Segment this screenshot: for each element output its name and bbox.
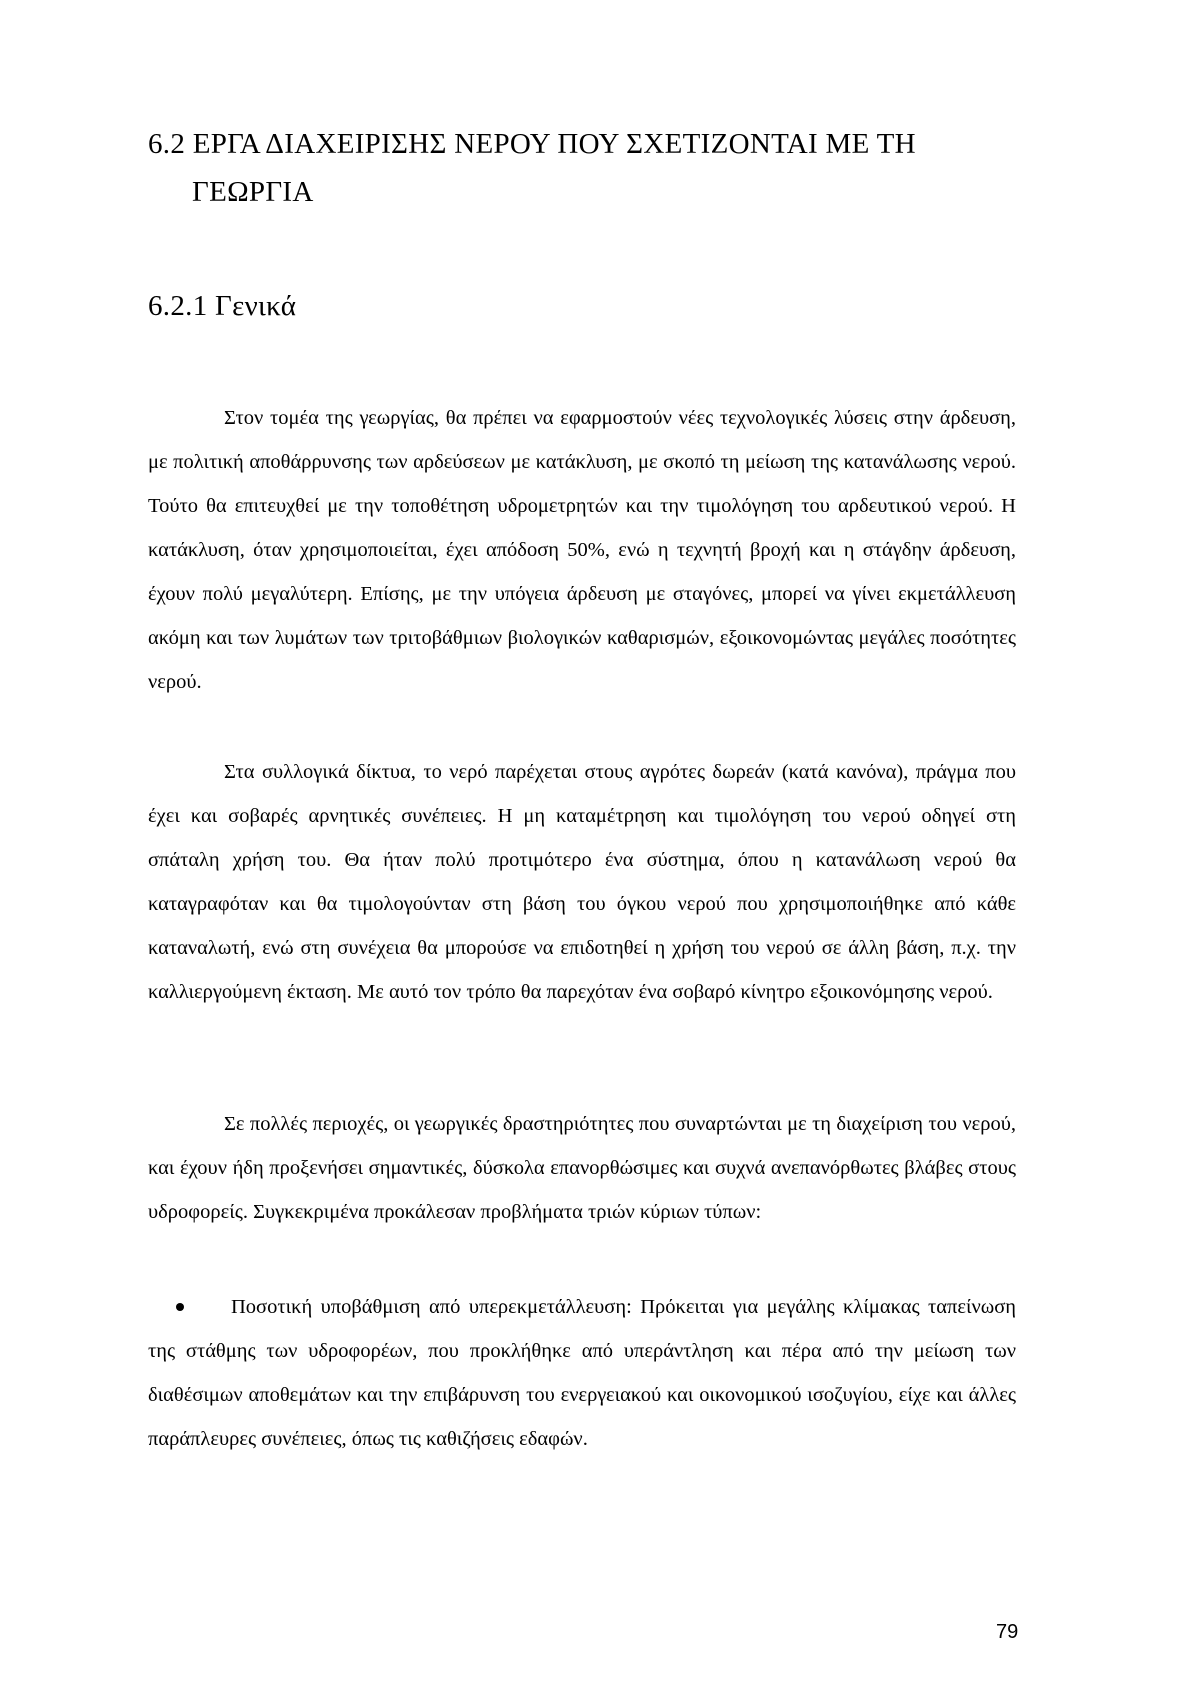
paragraph-aquifer-damage: Σε πολλές περιοχές, οι γεωργικές δραστηριότητες που συναρτώνται με τη διαχείριση του νερού, και έχουν ήδη προξενήσει σημαντικές, δύσκολα επανορθώσιμες και συχνά ανεπανόρθωτες βλάβες στους υδροφορείς. Συγκεκριμένα προκάλεσαν προβλήματα τριών κύριων τύπων: xyxy=(148,1113,1016,1223)
subsection-heading: 6.2.1 Γενικά xyxy=(148,290,297,322)
paragraph-collective-networks: Στα συλλογικά δίκτυα, το νερό παρέχεται στους αγρότες δωρεάν (κατά κανόνα), πράγμα που έχει και σοβαρές αρνητικές συνέπειες. Η μη καταμέτρηση και τιμολόγηση του νερού οδηγεί στη σπάταλη χρήση του. Θα ήταν πολύ προτιμότερο ένα σύστημα, όπου η κατανάλωση νερού θα καταγραφόταν και θα τιμολογούνταν στη βάση του όγκου νερού που χρησιμοποιήθηκε από κάθε καταναλωτή, ενώ στη συνέχεια θα μπορούσε να επιδοτηθεί η χρήση του νερού σε άλλη βάση, π.χ. την καλλιεργούμενη έκταση. Με αυτό τον τρόπο θα παρεχόταν ένα σοβαρό κίνητρο εξοικονόμησης νερού. xyxy=(148,761,1016,1003)
page-number: 79 xyxy=(996,1621,1019,1643)
section-heading-line-1: 6.2 ΕΡΓΑ ΔΙΑΧΕΙΡΙΣΗΣ ΝΕΡΟΥ ΠΟΥ ΣΧΕΤΙΖΟΝΤΑΙ ΜΕ ΤΗ xyxy=(148,128,916,160)
bullet-list xyxy=(148,1285,1016,1461)
bullet-dot-icon xyxy=(176,1303,184,1311)
paragraph-irrigation-technologies: Στον τομέα της γεωργίας, θα πρέπει να εφαρμοστούν νέες τεχνολογικές λύσεις στην άρδευση, με πολιτική αποθάρρυνσης των αρδεύσεων με κατάκλυση, με σκοπό τη μείωση της κατανάλωσης νερού. Τούτο θα επιτευχθεί με την τοποθέτηση υδρομετρητών και την τιμολόγηση του αρδευτικού νερού. Η κατάκλυση, όταν χρησιμοποιείται, έχει απόδοση 50%, ενώ η τεχνητή βροχή και η στάγδην άρδευση, έχουν πολύ μεγαλύτερη. Επίσης, με την υπόγεια άρδευση με σταγόνες, μπορεί να γίνει εκμετάλλευση ακόμη και των λυμάτων των τριτοβάθμιων βιολογικών καθαρισμών, εξοικονομώντας μεγάλες ποσότητες νερού. xyxy=(148,407,1016,693)
bullet-item-quantitative-degradation: Ποσοτική υποβάθμιση από υπερεκμετάλλευση: Πρόκειται για μεγάλης κλίμακας ταπείνωση της στάθμης των υδροφορέων, που προκλήθηκε από υπεράντληση και πέρα από την μείωση των διαθέσιμων αποθεμάτων και την επιβάρυνση του ενεργειακού και οικονομικού ισοζυγίου, είχε και άλλες παράπλευρες συνέπειες, όπως τις καθιζήσεις εδαφών. xyxy=(148,1296,1016,1450)
section-heading-line-2: ΓΕΩΡΓΙΑ xyxy=(192,176,314,208)
